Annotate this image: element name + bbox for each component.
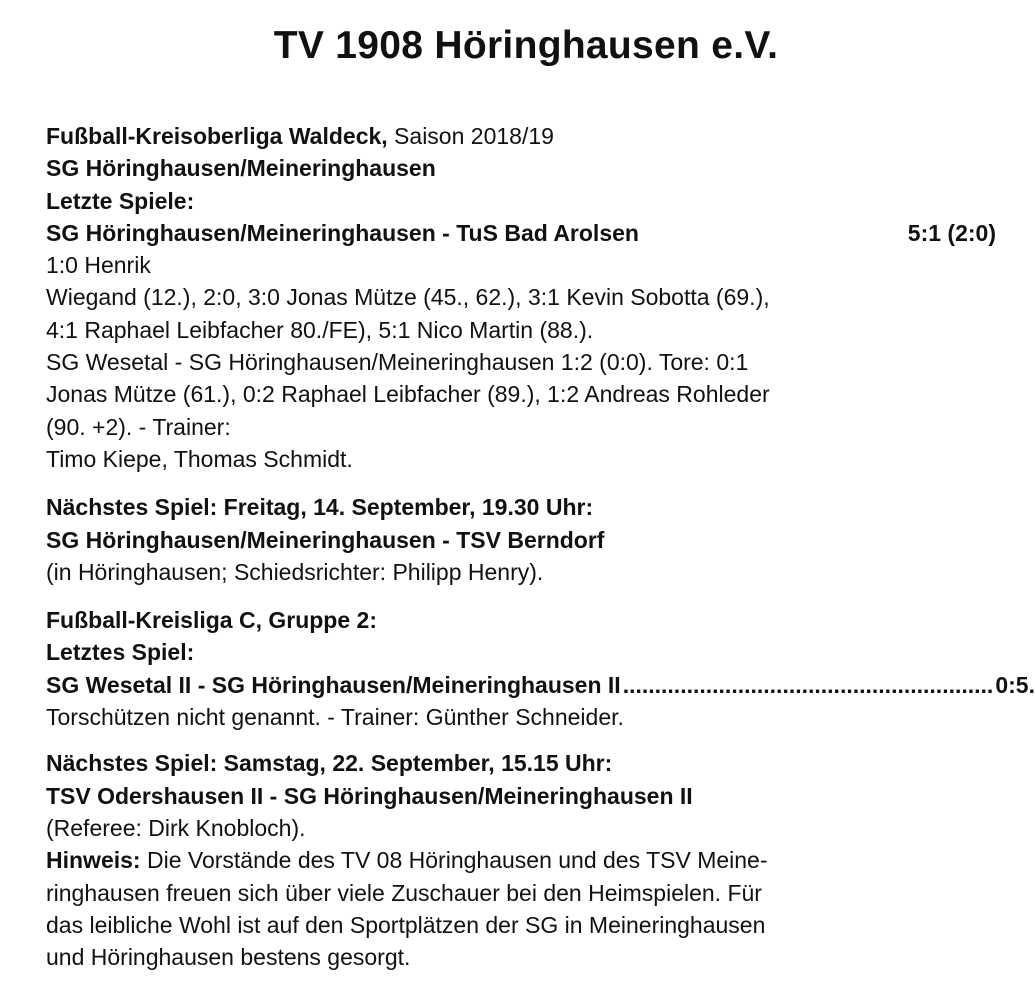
league-name: Fußball-Kreisoberliga Waldeck, bbox=[46, 123, 388, 149]
next-game-date: Nächstes Spiel: Freitag, 14. September, 19.30 Uhr: bbox=[46, 494, 594, 521]
section-next-game-1 bbox=[46, 491, 996, 588]
season-label: Saison 2018/19 bbox=[387, 123, 554, 149]
next-game-venue: (in Höringhausen; Schiedsrichter: Philipp Henry). bbox=[46, 558, 544, 585]
league-heading bbox=[46, 120, 996, 152]
game1-header bbox=[46, 217, 996, 249]
section-kreisoberliga bbox=[46, 120, 996, 475]
game1-report-line3: 4:1 Raphael Leibfacher 80./FE), 5:1 Nico Martin (88.). bbox=[46, 316, 594, 343]
game1-report-line1: 1:0 Henrik bbox=[46, 252, 151, 279]
game-c-header bbox=[46, 669, 1035, 701]
last-games-label: Letzte Spiele: bbox=[46, 187, 195, 214]
team-name: SG Höringhausen/Meineringhausen bbox=[46, 155, 436, 182]
scorers-and-trainer: Torschützen nicht genannt. - Trainer: Günther Schneider. bbox=[46, 704, 624, 731]
dot-leader: .......................................................... bbox=[622, 671, 994, 698]
note-line2: ringhausen freuen sich über viele Zuschauer bei den Heimspielen. Für bbox=[46, 879, 762, 906]
note-line4: und Höringhausen bestens gesorgt. bbox=[46, 944, 411, 971]
game2-report-line3: (90. +2). - Trainer: bbox=[46, 413, 231, 440]
note-line3: das leibliche Wohl ist auf den Sportplätzen der SG in Meineringhausen bbox=[46, 911, 766, 938]
next-game-2-date: Nächstes Spiel: Samstag, 22. September, 15.15 Uhr: bbox=[46, 750, 613, 777]
game1-teams: SG Höringhausen/Meineringhausen - TuS Bad Arolsen bbox=[46, 219, 639, 246]
section-kreisliga-c bbox=[46, 604, 1035, 733]
game2-report-line1: SG Wesetal - SG Höringhausen/Meineringhausen 1:2 (0:0). Tore: 0:1 bbox=[46, 349, 749, 376]
game-c-teams: SG Wesetal II - SG Höringhausen/Meineringhausen II bbox=[46, 671, 621, 698]
next-game-2-teams: TSV Odershausen II - SG Höringhausen/Meineringhausen II bbox=[46, 782, 693, 809]
note-text1: Die Vorstände des TV 08 Höringhausen und des TSV Meine- bbox=[140, 847, 768, 874]
next-game-teams: SG Höringhausen/Meineringhausen - TSV Berndorf bbox=[46, 526, 605, 553]
note-label: Hinweis: bbox=[46, 847, 141, 874]
league-heading-c: Fußball-Kreisliga C, Gruppe 2: bbox=[46, 607, 377, 634]
section-next-game-2 bbox=[46, 747, 996, 973]
trainers: Timo Kiepe, Thomas Schmidt. bbox=[46, 445, 353, 472]
last-game-label: Letztes Spiel: bbox=[46, 639, 195, 666]
game-c-score: 0:5. bbox=[995, 671, 1035, 698]
referee: (Referee: Dirk Knobloch). bbox=[46, 814, 306, 841]
game1-score: 5:1 (2:0) bbox=[907, 219, 996, 246]
page-title: TV 1908 Höringhausen e.V. bbox=[273, 24, 779, 67]
note-line1 bbox=[46, 844, 996, 876]
game1-report-line2: Wiegand (12.), 2:0, 3:0 Jonas Mütze (45., 62.), 3:1 Kevin Sobotta (69.), bbox=[46, 284, 770, 311]
game2-report-line2: Jonas Mütze (61.), 0:2 Raphael Leibfacher (89.), 1:2 Andreas Rohleder bbox=[46, 381, 770, 408]
